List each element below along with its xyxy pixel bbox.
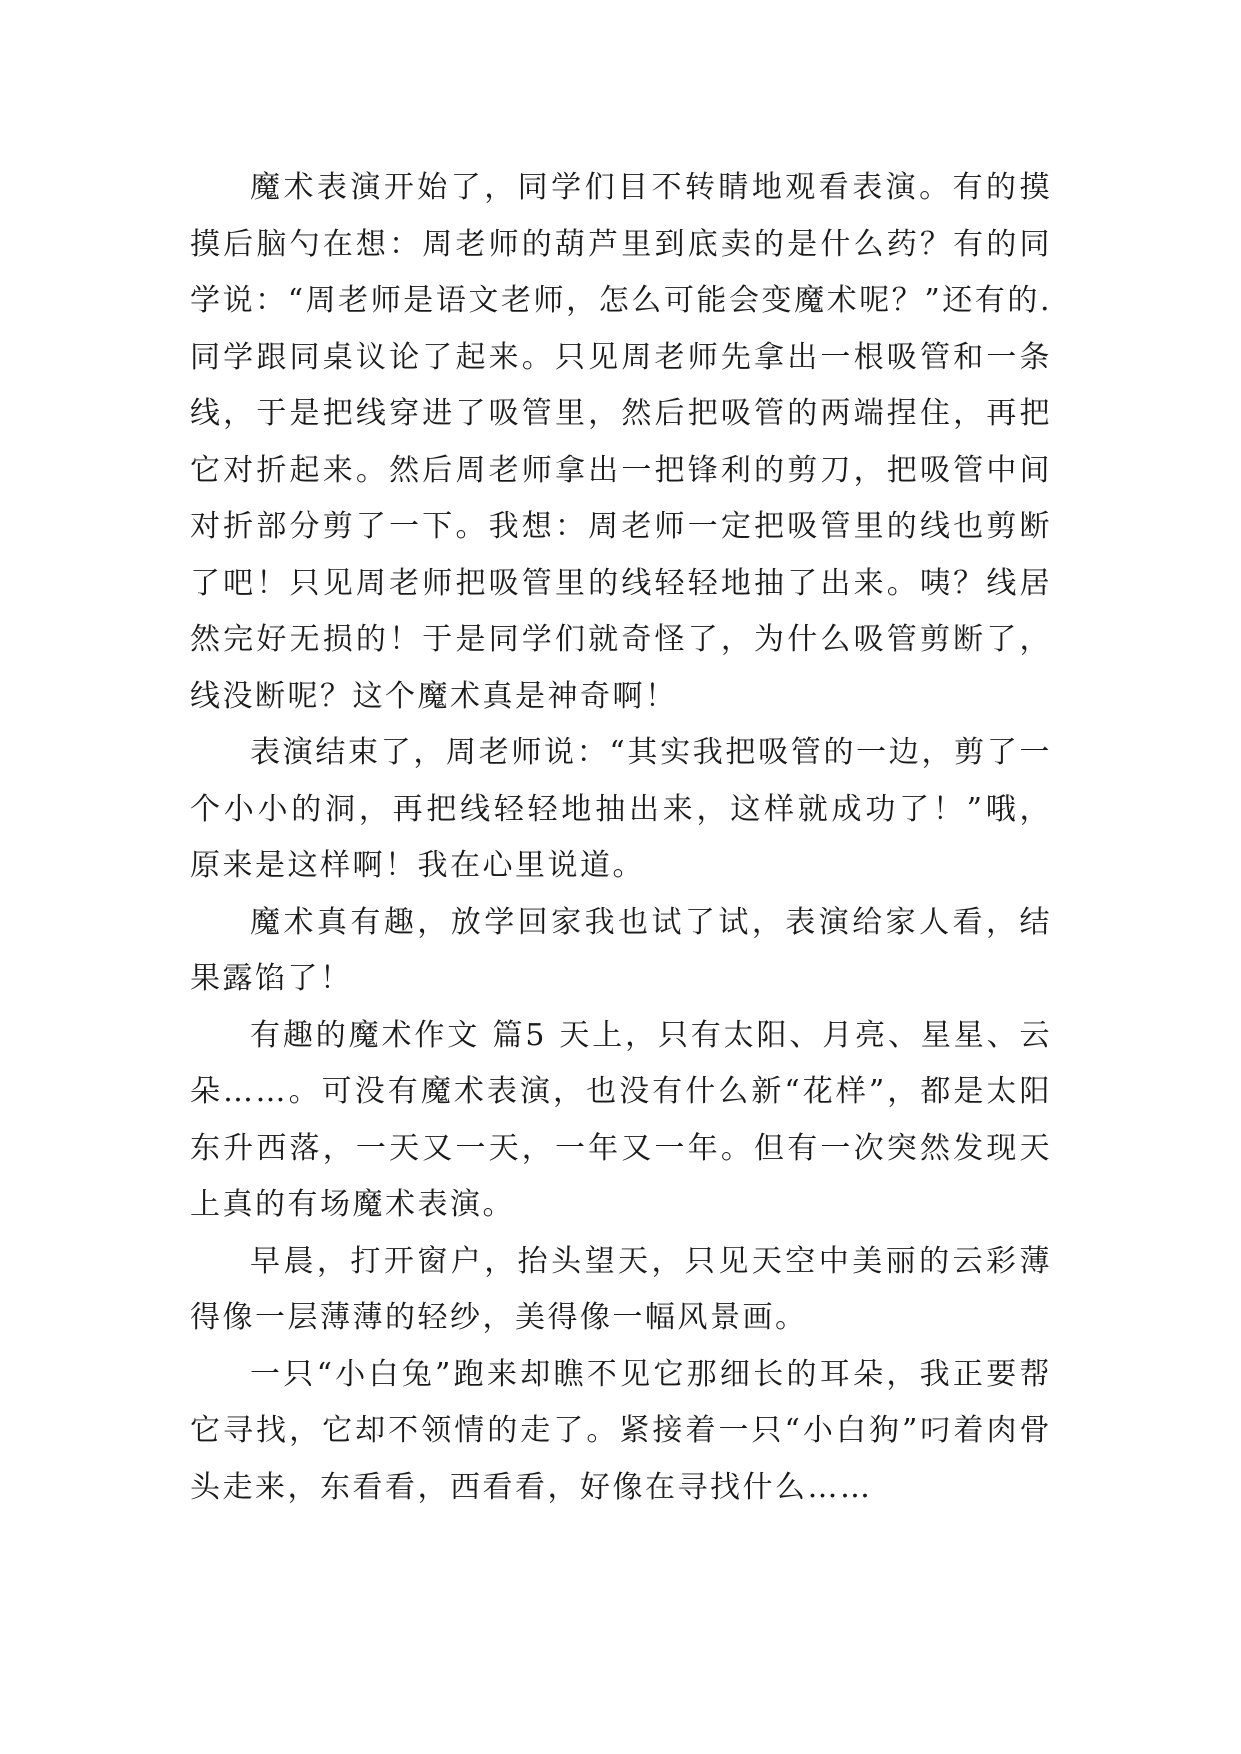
- paragraph-show-ends: 表演结束了，周老师说：“其实我把吸管的一边，剪了一个小小的洞，再把线轻轻地抽出来，这样就成功了！”哦，原来是这样啊！我在心里说道。: [190, 735, 1052, 883]
- paragraph-try-at-home: 魔术真有趣，放学回家我也试了试，表演给家人看，结果露馅了！: [190, 904, 1052, 996]
- paragraph-white-rabbit-dog: 一只“小白兔”跑来却瞧不见它那细长的耳朵，我正要帮它寻找，它却不领情的走了。紧接着一只“小白狗”叼着肉骨头走来，东看看，西看看，好像在寻找什么……: [190, 1356, 1052, 1505]
- paragraph-magic-show: 魔术表演开始了，同学们目不转睛地观看表演。有的摸摸后脑勺在想：周老师的葫芦里到底卖的是什么药？有的同学说：“周老师是语文老师，怎么可能会变魔术呢？”还有的.同学跟同桌议论了起来。只见周老师先拿出一根吸管和一条线，于是把线穿进了吸管里，然后把吸管的两端捏住，再把它对折起来。然后周老师拿出一把锋利的剪刀，把吸管中间对折部分剪了一下。我想：周老师一定把吸管里的线也剪断了吧！只见周老师把吸管里的线轻轻地抽了出来。咦？线居然完好无损的！于是同学们就奇怪了，为什么吸管剪断了，线没断呢？这个魔术真是神奇啊！: [190, 170, 1052, 714]
- paragraph-morning-clouds: 早晨，打开窗户，抬头望天，只见天空中美丽的云彩薄得像一层薄薄的轻纱，美得像一幅风景画。: [190, 1243, 1052, 1335]
- paragraph-essay-5-sky: 有趣的魔术作文 篇5 天上，只有太阳、月亮、星星、云朵……。可没有魔术表演，也没有什么新“花样”，都是太阳东升西落，一天又一天，一年又一年。但有一次突然发现天上真的有场魔术表演。: [190, 1017, 1052, 1222]
- document-page: [190, 160, 1052, 1516]
